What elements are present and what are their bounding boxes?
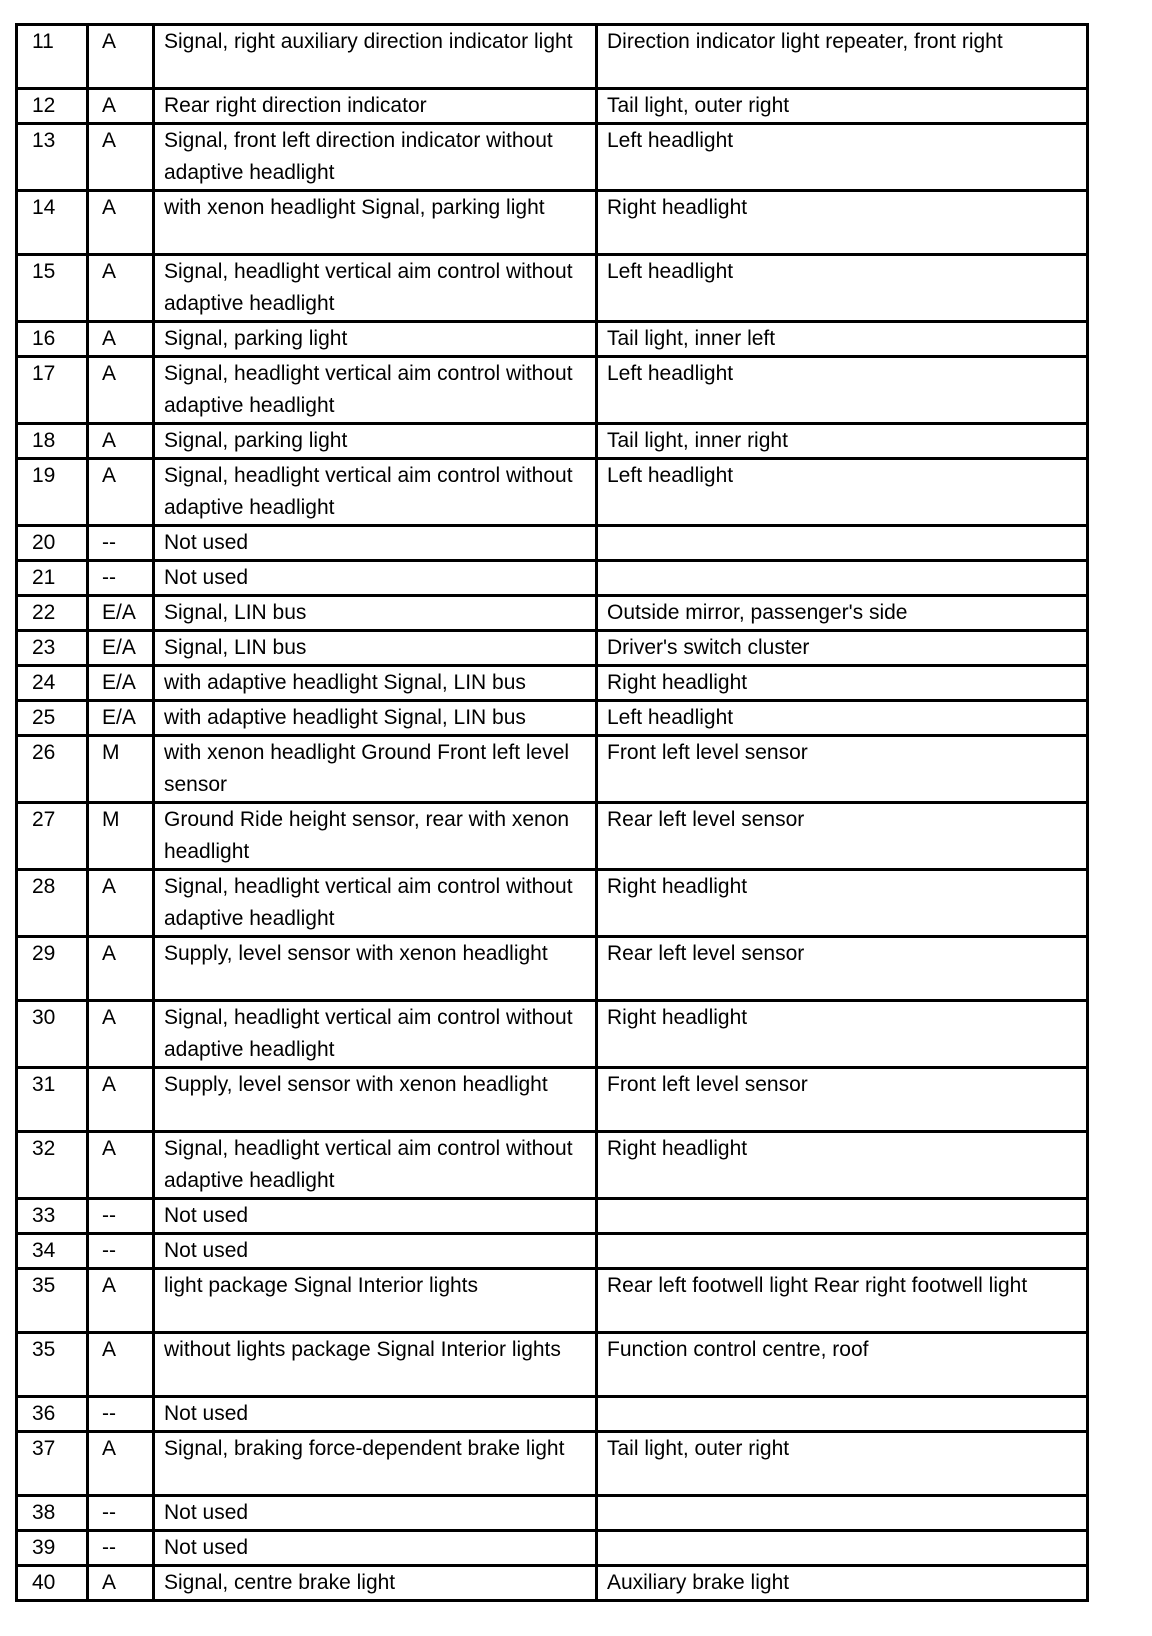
pin-number-cell: 40 — [17, 1566, 88, 1601]
component-cell: Left headlight — [597, 124, 1088, 191]
pin-number-cell: 12 — [17, 89, 88, 124]
component-cell: Tail light, outer right — [597, 89, 1088, 124]
component-cell: Front left level sensor — [597, 736, 1088, 803]
component-cell: Driver's switch cluster — [597, 631, 1088, 666]
description-cell: Signal, braking force-dependent brake light — [154, 1432, 597, 1496]
signal-type-cell: -- — [88, 1531, 154, 1566]
table-row — [17, 1333, 1088, 1397]
component-cell — [597, 561, 1088, 596]
component-cell: Left headlight — [597, 701, 1088, 736]
description-cell: Signal, headlight vertical aim control without adaptive headlight — [154, 1132, 597, 1199]
component-cell — [597, 1531, 1088, 1566]
description-cell: with adaptive headlight Signal, LIN bus — [154, 666, 597, 701]
pin-number-cell: 23 — [17, 631, 88, 666]
table-row — [17, 459, 1088, 526]
signal-type-cell: A — [88, 1432, 154, 1496]
description-cell: Ground Ride height sensor, rear with xenon headlight — [154, 803, 597, 870]
table-row — [17, 1397, 1088, 1432]
pin-number-cell: 35 — [17, 1333, 88, 1397]
component-cell — [597, 1496, 1088, 1531]
pin-number-cell: 24 — [17, 666, 88, 701]
signal-type-cell: -- — [88, 561, 154, 596]
signal-type-cell: A — [88, 255, 154, 322]
table-row — [17, 803, 1088, 870]
description-cell: Rear right direction indicator — [154, 89, 597, 124]
component-cell: Left headlight — [597, 255, 1088, 322]
table-row — [17, 631, 1088, 666]
component-cell: Right headlight — [597, 191, 1088, 255]
description-cell: Signal, headlight vertical aim control without adaptive headlight — [154, 255, 597, 322]
pin-number-cell: 27 — [17, 803, 88, 870]
description-cell: with xenon headlight Ground Front left level sensor — [154, 736, 597, 803]
pin-number-cell: 13 — [17, 124, 88, 191]
description-cell: Supply, level sensor with xenon headlight — [154, 1068, 597, 1132]
description-cell: with adaptive headlight Signal, LIN bus — [154, 701, 597, 736]
description-cell: Signal, right auxiliary direction indicator light — [154, 25, 597, 89]
table-row — [17, 1269, 1088, 1333]
signal-type-cell: A — [88, 191, 154, 255]
pin-number-cell: 25 — [17, 701, 88, 736]
pin-number-cell: 29 — [17, 937, 88, 1001]
pin-number-cell: 19 — [17, 459, 88, 526]
description-cell: Supply, level sensor with xenon headlight — [154, 937, 597, 1001]
component-cell — [597, 1234, 1088, 1269]
pin-number-cell: 34 — [17, 1234, 88, 1269]
description-cell: without lights package Signal Interior lights — [154, 1333, 597, 1397]
signal-type-cell: A — [88, 89, 154, 124]
signal-type-cell: A — [88, 1333, 154, 1397]
component-cell — [597, 1199, 1088, 1234]
description-cell: light package Signal Interior lights — [154, 1269, 597, 1333]
signal-type-cell: A — [88, 1269, 154, 1333]
table-row — [17, 701, 1088, 736]
table-row — [17, 1566, 1088, 1601]
signal-type-cell: A — [88, 322, 154, 357]
signal-type-cell: A — [88, 1566, 154, 1601]
signal-type-cell: A — [88, 25, 154, 89]
pin-number-cell: 36 — [17, 1397, 88, 1432]
signal-type-cell: -- — [88, 1397, 154, 1432]
component-cell: Front left level sensor — [597, 1068, 1088, 1132]
table-row — [17, 526, 1088, 561]
component-cell: Right headlight — [597, 1001, 1088, 1068]
pin-assignment-table — [15, 23, 1089, 1602]
description-cell: Not used — [154, 1531, 597, 1566]
table-row — [17, 596, 1088, 631]
signal-type-cell: A — [88, 870, 154, 937]
pin-number-cell: 20 — [17, 526, 88, 561]
component-cell — [597, 1397, 1088, 1432]
table-row — [17, 191, 1088, 255]
description-cell: Not used — [154, 1397, 597, 1432]
component-cell: Right headlight — [597, 870, 1088, 937]
signal-type-cell: M — [88, 803, 154, 870]
table-row — [17, 322, 1088, 357]
table-row — [17, 357, 1088, 424]
signal-type-cell: -- — [88, 1234, 154, 1269]
component-cell: Left headlight — [597, 357, 1088, 424]
component-cell: Function control centre, roof — [597, 1333, 1088, 1397]
description-cell: Signal, headlight vertical aim control without adaptive headlight — [154, 459, 597, 526]
pin-number-cell: 14 — [17, 191, 88, 255]
signal-type-cell: E/A — [88, 666, 154, 701]
component-cell: Tail light, inner left — [597, 322, 1088, 357]
pin-number-cell: 37 — [17, 1432, 88, 1496]
signal-type-cell: -- — [88, 526, 154, 561]
signal-type-cell: E/A — [88, 596, 154, 631]
component-cell: Right headlight — [597, 1132, 1088, 1199]
table-row — [17, 25, 1088, 89]
component-cell: Auxiliary brake light — [597, 1566, 1088, 1601]
component-cell: Outside mirror, passenger's side — [597, 596, 1088, 631]
description-cell: Not used — [154, 561, 597, 596]
table-row — [17, 89, 1088, 124]
table-row — [17, 561, 1088, 596]
table-row — [17, 1199, 1088, 1234]
pin-number-cell: 39 — [17, 1531, 88, 1566]
description-cell: Not used — [154, 1199, 597, 1234]
pin-number-cell: 22 — [17, 596, 88, 631]
component-cell: Rear left level sensor — [597, 937, 1088, 1001]
description-cell: Signal, centre brake light — [154, 1566, 597, 1601]
description-cell: Signal, headlight vertical aim control without adaptive headlight — [154, 357, 597, 424]
pin-number-cell: 18 — [17, 424, 88, 459]
pin-number-cell: 26 — [17, 736, 88, 803]
pin-number-cell: 38 — [17, 1496, 88, 1531]
component-cell: Right headlight — [597, 666, 1088, 701]
description-cell: Signal, LIN bus — [154, 596, 597, 631]
table-row — [17, 1001, 1088, 1068]
description-cell: Signal, headlight vertical aim control without adaptive headlight — [154, 1001, 597, 1068]
signal-type-cell: E/A — [88, 701, 154, 736]
signal-type-cell: A — [88, 1132, 154, 1199]
description-cell: Not used — [154, 1496, 597, 1531]
signal-type-cell: A — [88, 1001, 154, 1068]
signal-type-cell: A — [88, 124, 154, 191]
table-row — [17, 1531, 1088, 1566]
pin-number-cell: 31 — [17, 1068, 88, 1132]
component-cell — [597, 526, 1088, 561]
pin-number-cell: 30 — [17, 1001, 88, 1068]
pin-number-cell: 33 — [17, 1199, 88, 1234]
signal-type-cell: -- — [88, 1496, 154, 1531]
description-cell: Signal, parking light — [154, 322, 597, 357]
table-row — [17, 1068, 1088, 1132]
component-cell: Tail light, inner right — [597, 424, 1088, 459]
signal-type-cell: -- — [88, 1199, 154, 1234]
table-row — [17, 870, 1088, 937]
description-cell: Not used — [154, 526, 597, 561]
table-row — [17, 666, 1088, 701]
component-cell: Left headlight — [597, 459, 1088, 526]
component-cell: Direction indicator light repeater, front right — [597, 25, 1088, 89]
component-cell: Rear left level sensor — [597, 803, 1088, 870]
description-cell: Signal, front left direction indicator without adaptive headlight — [154, 124, 597, 191]
signal-type-cell: A — [88, 1068, 154, 1132]
signal-type-cell: A — [88, 424, 154, 459]
table-row — [17, 1132, 1088, 1199]
component-cell: Rear left footwell light Rear right footwell light — [597, 1269, 1088, 1333]
description-cell: with xenon headlight Signal, parking light — [154, 191, 597, 255]
pin-number-cell: 15 — [17, 255, 88, 322]
table-row — [17, 1496, 1088, 1531]
table-row — [17, 1234, 1088, 1269]
table-row — [17, 736, 1088, 803]
table-row — [17, 1432, 1088, 1496]
signal-type-cell: A — [88, 459, 154, 526]
signal-type-cell: E/A — [88, 631, 154, 666]
table-row — [17, 124, 1088, 191]
description-cell: Signal, LIN bus — [154, 631, 597, 666]
pin-number-cell: 28 — [17, 870, 88, 937]
table-row — [17, 937, 1088, 1001]
table-row — [17, 424, 1088, 459]
component-cell: Tail light, outer right — [597, 1432, 1088, 1496]
table-row — [17, 255, 1088, 322]
description-cell: Signal, parking light — [154, 424, 597, 459]
pin-number-cell: 21 — [17, 561, 88, 596]
signal-type-cell: M — [88, 736, 154, 803]
pin-number-cell: 16 — [17, 322, 88, 357]
description-cell: Not used — [154, 1234, 597, 1269]
pin-number-cell: 11 — [17, 25, 88, 89]
pin-number-cell: 35 — [17, 1269, 88, 1333]
signal-type-cell: A — [88, 357, 154, 424]
pin-number-cell: 17 — [17, 357, 88, 424]
signal-type-cell: A — [88, 937, 154, 1001]
pin-number-cell: 32 — [17, 1132, 88, 1199]
description-cell: Signal, headlight vertical aim control without adaptive headlight — [154, 870, 597, 937]
